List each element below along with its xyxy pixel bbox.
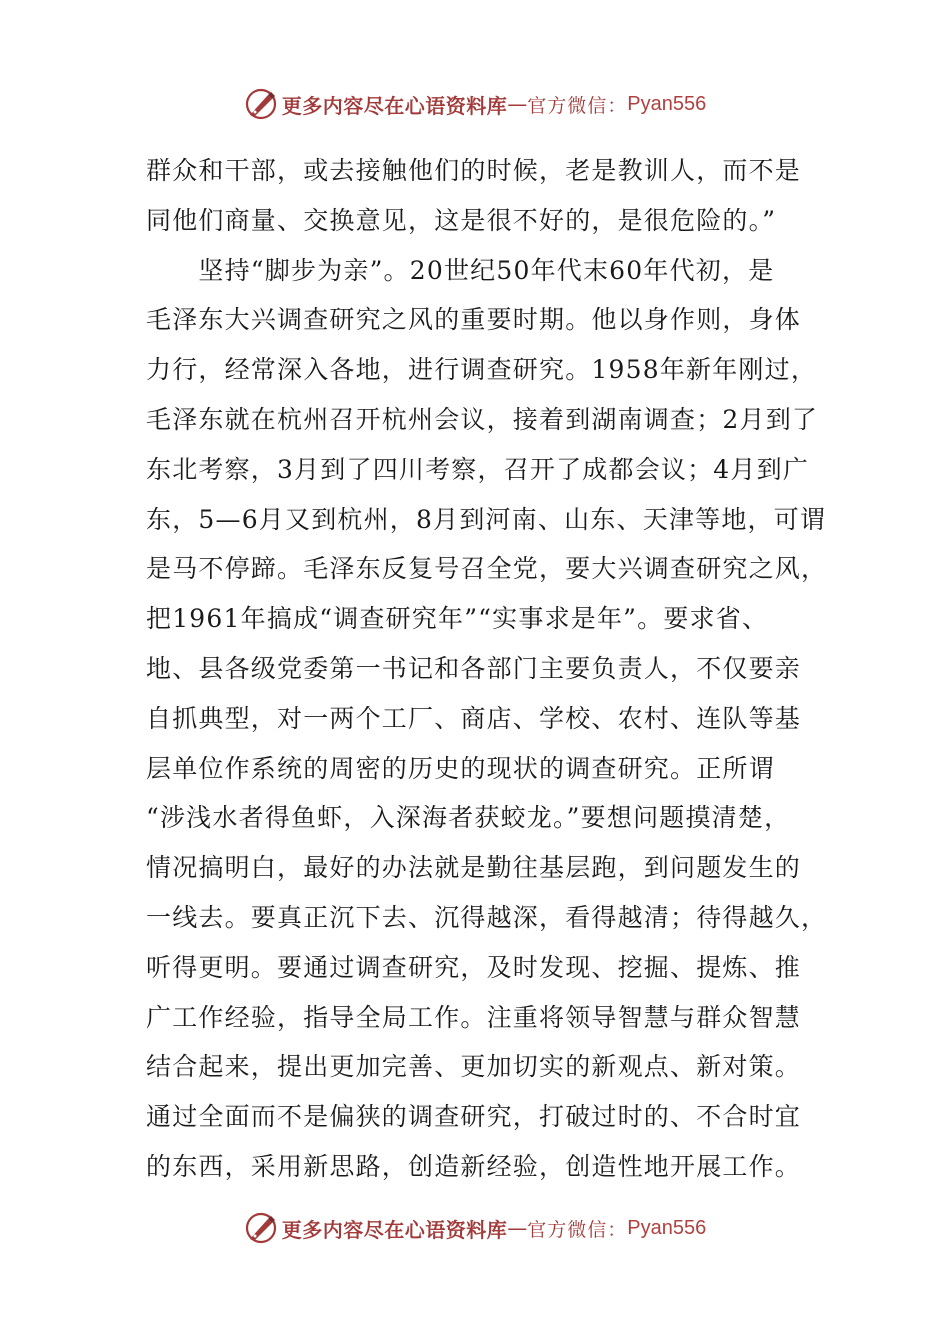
pen-logo-icon — [244, 87, 278, 121]
text-line: 地、县各级党委第一书记和各部门主要负责人，不仅要亲 — [146, 653, 802, 683]
text-line: 力行，经常深入各地，进行调查研究。1958年新年刚过， — [146, 355, 818, 385]
text-line: 毛泽东就在杭州召开杭州会议，接着到湖南调查；2月到了 — [146, 404, 819, 434]
text-line: 广工作经验，指导全局工作。注重将领导智慧与群众智慧 — [146, 1002, 802, 1032]
pen-logo-icon — [244, 1211, 278, 1245]
text-line: 层单位作系统的周密的历史的现状的调查研究。正所谓 — [146, 753, 775, 783]
banner-wechat-label: 官方微信： — [527, 94, 628, 117]
text-line: 东，5—6月又到杭州，8月到河南、山东、天津等地，可谓 — [146, 504, 827, 534]
text-line: 通过全面而不是偏狭的调查研究，打破过时的、不合时宜 — [146, 1102, 802, 1132]
text-line: 结合起来，提出更加完善、更加切实的新观点、新对策。 — [146, 1052, 802, 1082]
banner-title: 更多内容尽在心语资料库 — [281, 1217, 508, 1242]
text-line: 一线去。要真正沉下去、沉得越深，看得越清；待得越久， — [146, 902, 828, 932]
text-line: 毛泽东大兴调查研究之风的重要时期。他以身作则，身体 — [146, 305, 802, 335]
footer-banner — [0, 1208, 950, 1248]
text-line: 自抓典型，对一两个工厂、商店、学校、农村、连队等基 — [146, 703, 802, 733]
document-body — [146, 146, 826, 1192]
text-line: 听得更明。要通过调查研究，及时发现、挖掘、提炼、推 — [146, 952, 802, 982]
header-banner — [0, 84, 950, 124]
banner-wechat-label: 官方微信： — [527, 1218, 628, 1241]
banner-separator: — — [507, 1216, 528, 1240]
text-line: “涉浅水者得鱼虾，入深海者获蛟龙。”要想问题摸清楚， — [146, 803, 791, 833]
text-line: 把1961年搞成“调查研究年”“实事求是年”。要求省、 — [146, 604, 769, 634]
banner-wechat-id: Pyan556 — [627, 92, 707, 115]
text-line: 是马不停蹄。毛泽东反复号召全党，要大兴调查研究之风， — [146, 554, 828, 584]
banner-title: 更多内容尽在心语资料库 — [281, 93, 508, 118]
text-line: 同他们商量、交换意见，这是很不好的，是很危险的。” — [146, 205, 777, 235]
banner-wechat-id: Pyan556 — [627, 1216, 707, 1239]
banner-separator: — — [507, 92, 528, 116]
text-line: 东北考察，3月到了四川考察，召开了成都会议；4月到广 — [146, 454, 810, 484]
text-line: 情况搞明白，最好的办法就是勤往基层跑，到问题发生的 — [146, 853, 802, 883]
text-line: 坚持“脚步为亲”。20世纪50年代末60年代初，是 — [146, 255, 775, 285]
text-line: 的东西，采用新思路，创造新经验，创造性地开展工作。 — [146, 1151, 802, 1181]
text-line: 群众和干部，或去接触他们的时候，老是教训人，而不是 — [146, 156, 802, 185]
